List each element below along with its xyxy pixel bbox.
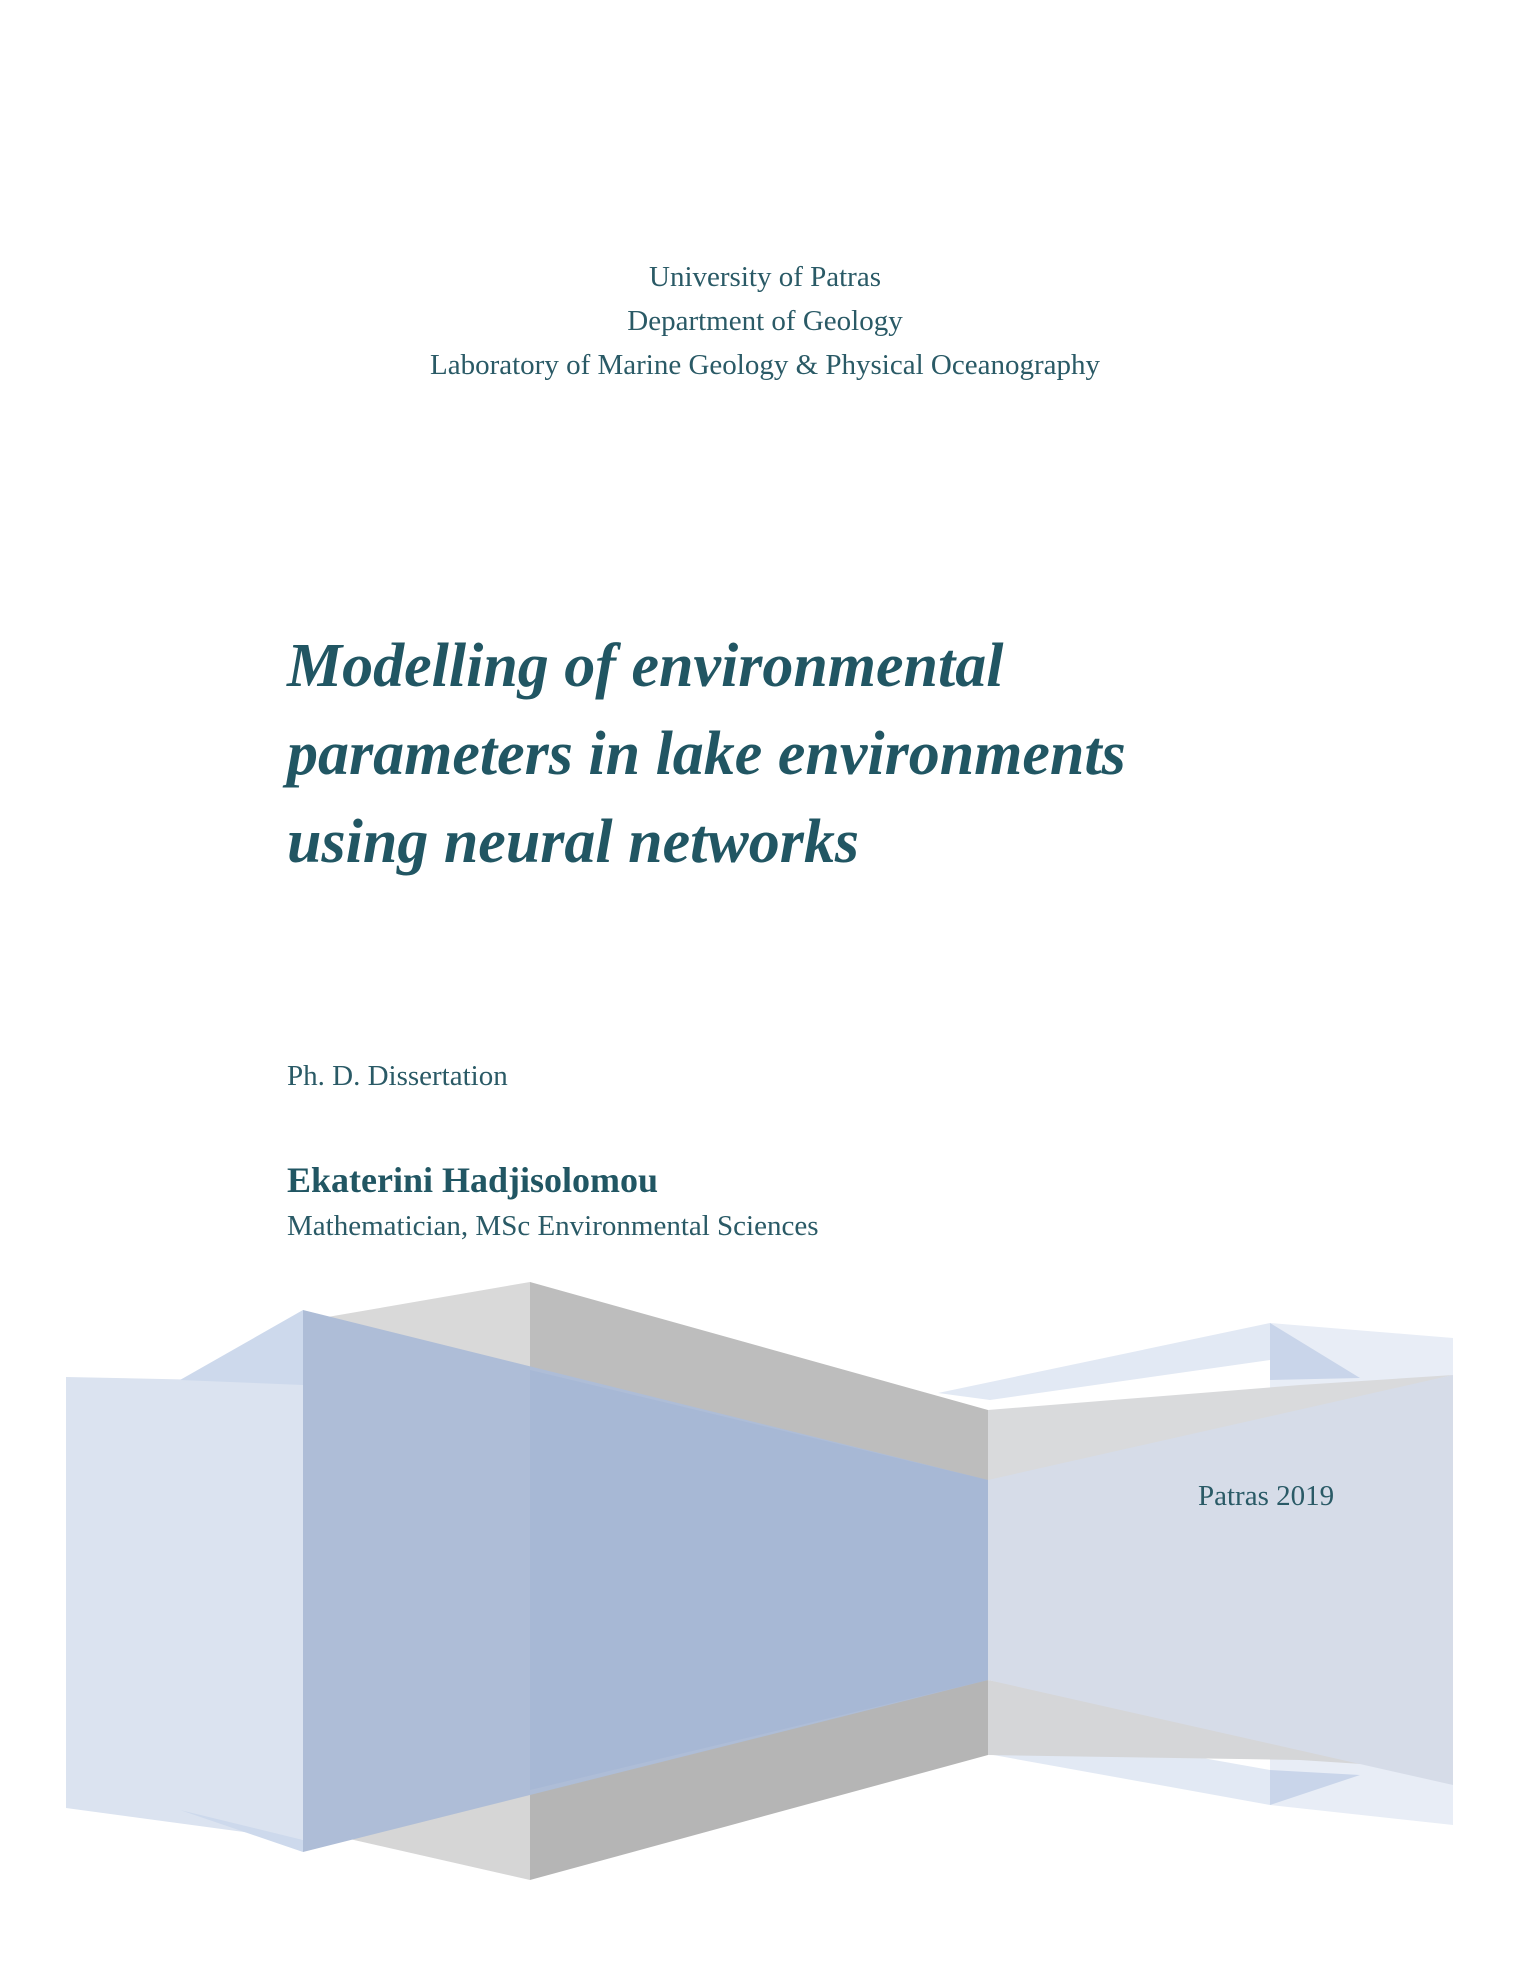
title-line-2: parameters in lake environments — [287, 720, 1126, 788]
author-name: Ekaterini Hadjisolomou — [287, 1160, 659, 1200]
degree-label: Ph. D. Dissertation — [287, 1060, 508, 1092]
author-credentials: Mathematician, MSc Environmental Sciences — [287, 1210, 819, 1242]
dissertation-title — [287, 622, 1387, 886]
place-and-year: Patras 2019 — [1198, 1480, 1335, 1512]
blue-panel-left-outer — [66, 1377, 303, 1840]
blue-panel-left-wing-top — [180, 1310, 303, 1385]
university-name: University of Patras — [649, 261, 881, 293]
affiliation-block — [0, 255, 1530, 387]
department-name: Department of Geology — [627, 305, 903, 337]
laboratory-name: Laboratory of Marine Geology & Physical Oceanography — [429, 349, 1101, 381]
right-pale-strip-top — [938, 1323, 1270, 1400]
title-line-1: Modelling of environmental — [287, 632, 1004, 700]
title-line-3: using neural networks — [287, 808, 859, 876]
